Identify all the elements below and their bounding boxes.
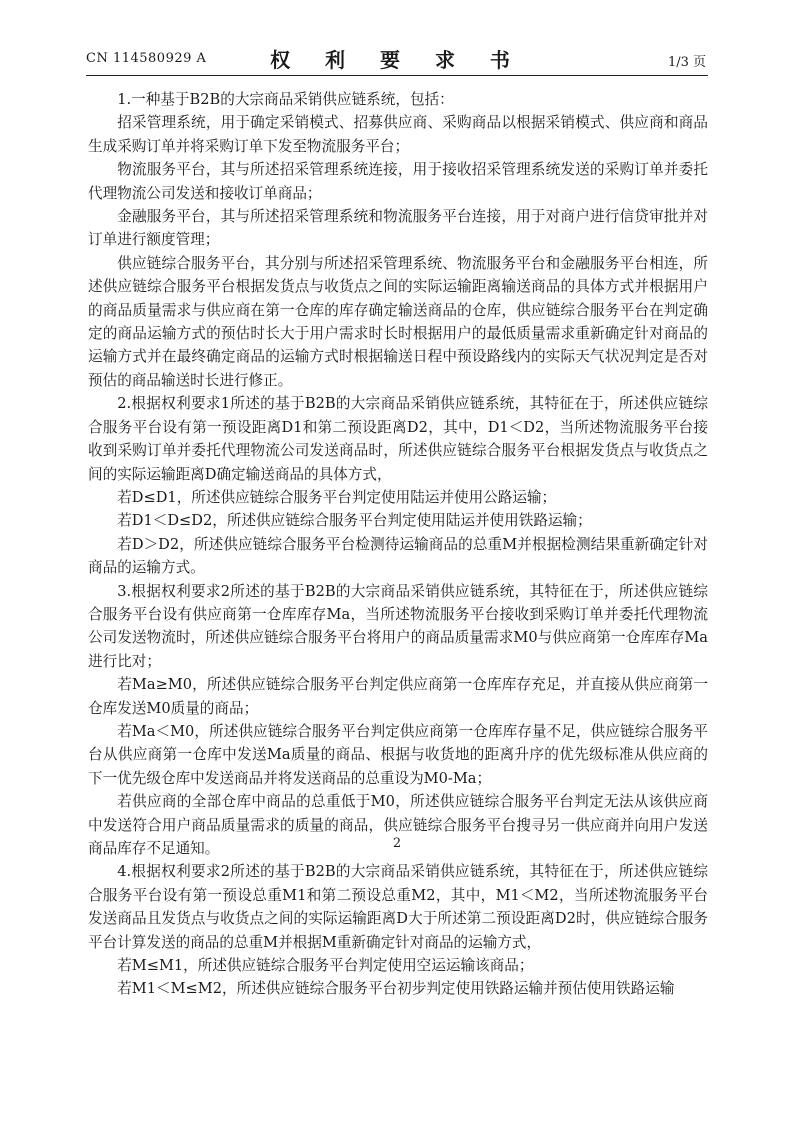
claim-2-case-road: 若D≤D1，所述供应链综合服务平台判定使用陆运并使用公路运输； — [117, 488, 557, 506]
page-indicator: 1/3 页 — [667, 55, 706, 70]
page-number: 2 — [392, 836, 402, 851]
claim-1-intro: 1.一种基于B2B的大宗商品采销供应链系统，包括： — [117, 91, 454, 108]
claim-3-case-insufficient: 若Ma＜M0，所述供应链综合服务平台判定供应商第一仓库库存量不足，供应链综合服务平台从供应商第一仓库中发送Ma质量的商品、根据与收货地的距离升序的优先级标准从供应商的下一优先级仓库中发送商品并将发送商品的总重设为M0-Ma； — [88, 722, 708, 787]
claim-3-case-no-stock: 若供应商的全部仓库中商品的总重低于M0，所述供应链综合服务平台判定无法从该供应商中发送符合用户商品质量需求的质量的商品，供应链综合服务平台搜寻另一供应商并向用户发送商品库存不足通知。 — [88, 793, 708, 857]
claim-4-case-air: 若M≤M1，所述供应链综合服务平台判定使用空运运输该商品； — [117, 957, 534, 975]
claim-1-supply-chain-platform: 供应链综合服务平台，其分别与所述招采管理系统、物流服务平台和金融服务平台相连，所述供应链综合服务平台根据发货点与收货点之间的实际运输距离输送商品的具体方式并根据用户的商品质量需求与供应商在第一仓库的库存确定输送商品的仓库，供应链综合服务平台在判定确定的商品运输方式的预估时长大于用户需求时长时根据用户的最低质量需求重新确定针对商品的运输方式并在最终确定商品的运输方式时根据输送日程中预设路线内的实际天气状况判定是否对预估的商品输送时长进行修正。 — [88, 254, 708, 389]
page-title: 权 利 要 求 书 — [270, 48, 524, 72]
claim-2-case-rail: 若D1＜D≤D2，所述供应链综合服务平台判定使用陆运并使用铁路运输； — [117, 512, 592, 530]
claim-4-case-rail: 若M1＜M≤M2，所述供应链综合服务平台初步判定使用铁路运输并预估使用铁路运输 — [117, 980, 675, 998]
claim-2-intro: 2.根据权利要求1所述的基于B2B的大宗商品采销供应链系统，其特征在于，所述供应链综合服务平台设有第一预设距离D1和第二预设距离D2，其中，D1＜D2，当所述物流服务平台接收到采购订单并委托代理物流公司发送商品时，所述供应链综合服务平台根据发货点与收货点之间的实际运输距离D确定输送商品的具体方式， — [88, 395, 708, 483]
claim-3-case-sufficient: 若Ma≥M0，所述供应链综合服务平台判定供应商第一仓库库存充足，并直接从供应商第一仓库发送M0质量的商品； — [88, 676, 708, 717]
claim-2-case-weight: 若D＞D2，所述供应链综合服务平台检测待运输商品的总重M并根据检测结果重新确定针对商品的运输方式。 — [88, 535, 708, 577]
header-rule — [86, 75, 708, 76]
claim-1-finance-platform: 金融服务平台，其与所述招采管理系统和物流服务平台连接，用于对商户进行信贷审批并对订单进行额度管理； — [88, 208, 708, 249]
claim-4-intro: 4.根据权利要求2所述的基于B2B的大宗商品采销供应链系统，其特征在于，所述供应链综合服务平台设有第一预设总重M1和第二预设总重M2，其中，M1＜M2，当所述物流服务平台发送商品且发货点与收货点之间的实际运输距离D大于所述第二预设距离D2时，供应链综合服务平台计算发送的商品的总重M并根据M重新确定针对商品的运输方式， — [88, 863, 708, 951]
claim-1-logistics-platform: 物流服务平台，其与所述招采管理系统连接，用于接收招采管理系统发送的采购订单并委托代理物流公司发送和接收订单商品； — [88, 161, 708, 202]
document-number: CN 114580929 A — [86, 51, 207, 66]
claim-1-procurement-system: 招采管理系统，用于确定采销模式、招募供应商、采购商品以根据采销模式、供应商和商品生成采购订单并将采购订单下发至物流服务平台； — [88, 114, 708, 155]
claims-body — [88, 88, 708, 998]
claim-3-intro: 3.根据权利要求2所述的基于B2B的大宗商品采销供应链系统，其特征在于，所述供应链综合服务平台设有供应商第一仓库库存Ma，当所述物流服务平台接收到采购订单并委托代理物流公司发送物流时，所述供应链综合服务平台将用户的商品质量需求M0与供应商第一仓库库存Ma进行比对； — [88, 582, 708, 670]
